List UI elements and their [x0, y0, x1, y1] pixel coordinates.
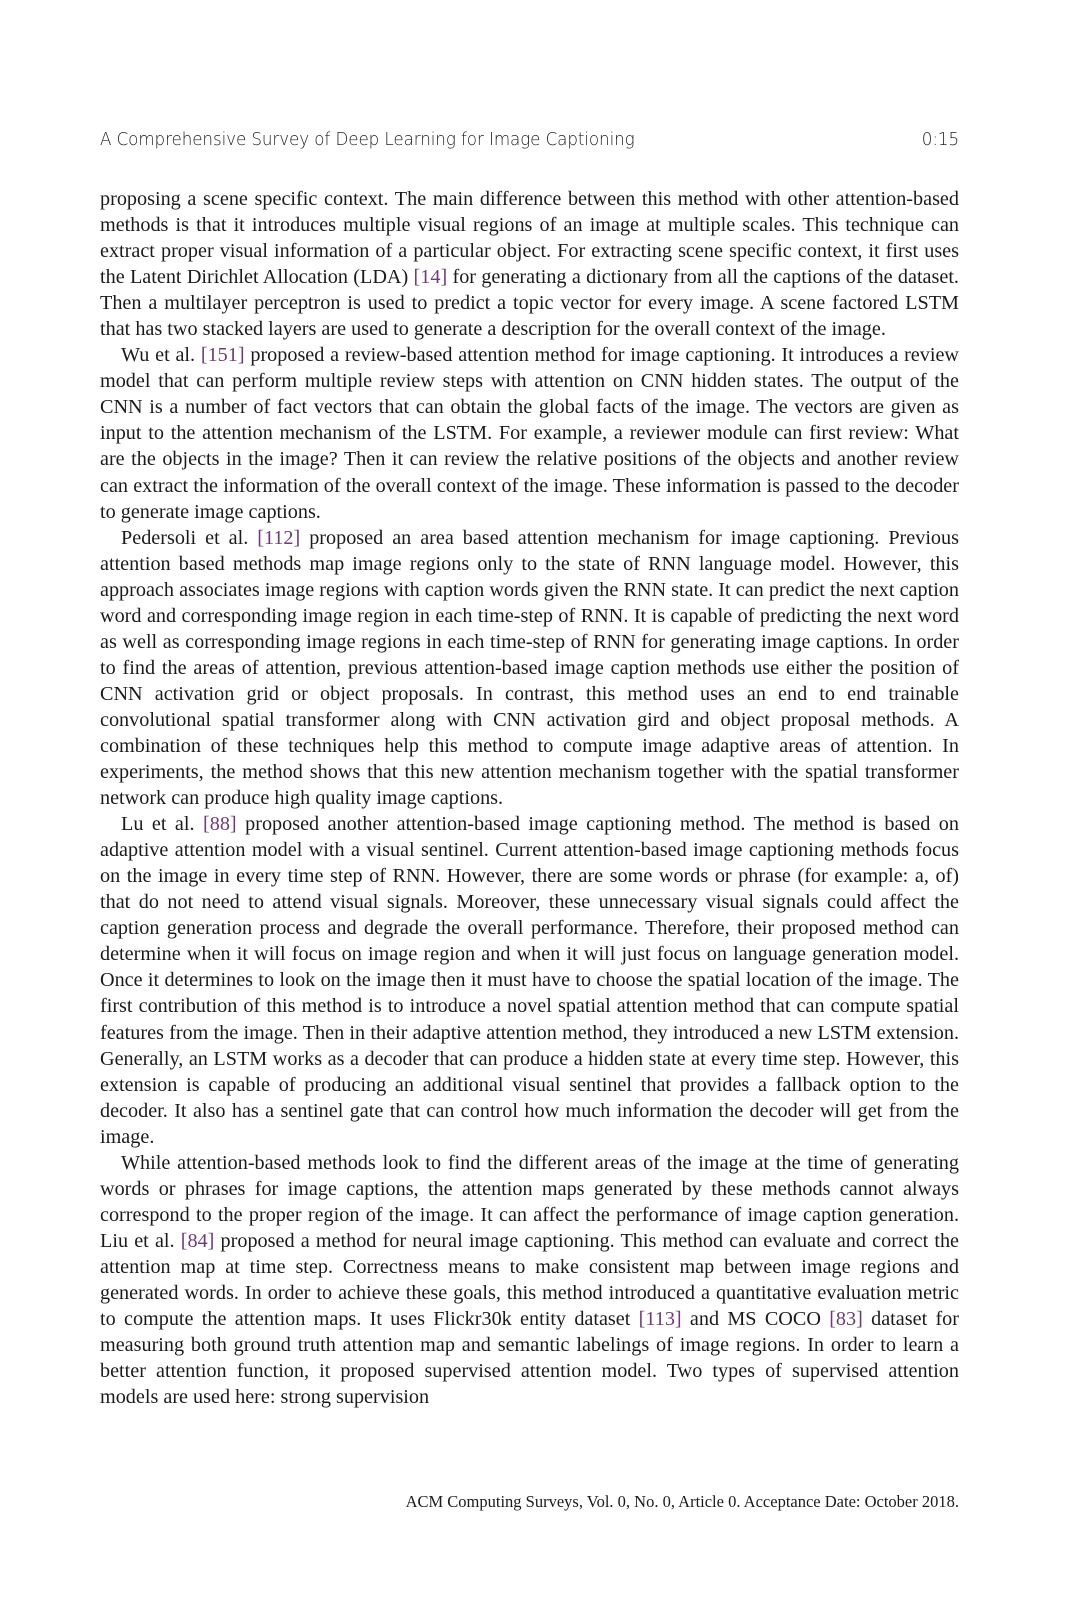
- body-text: [100, 186, 959, 1410]
- paragraph: [100, 525, 959, 812]
- paragraph-text: proposing a scene specific context. The main difference between this method with other attention-based methods is that it introduces multiple visual regions of an image at multiple scales. This technique can extract proper visual information of a particular object. For extracting scene specific context, it first uses the Latent Dirichlet Allocation (LDA): [100, 188, 959, 289]
- citation-link[interactable]: [14]: [413, 266, 448, 289]
- paragraph-text: proposed a review-based attention method for image captioning. It introduces a review model that can perform multiple review steps with attention on CNN hidden states. The output of the CNN is a number of fact vectors that can obtain the global facts of the image. The vectors are given as input to the attention mechanism of the LSTM. For example, a reviewer module can first review: What are the objects in the image? Then it can review the relative positions of the objects and another review can extract the information of the overall context of the image. These information is passed to the decoder to generate image captions.: [100, 344, 960, 523]
- citation-link[interactable]: [84]: [180, 1229, 215, 1252]
- citation-link[interactable]: [113]: [638, 1308, 682, 1331]
- running-head-title: A Comprehensive Survey of Deep Learning for Image Captioning: [100, 129, 635, 150]
- paragraph-text: Wu et al.: [121, 344, 201, 367]
- paragraph-text: proposed another attention-based image captioning method. The method is based on adaptive attention model with a visual sentinel. Current attention-based image captioning methods focus on the image in every time step of RNN. However, there are some words or phrase (for example: a, of) that do not need to attend visual signals. Moreover, these unnecessary visual signals could affect the caption generation process and degrade the overall performance. Therefore, their proposed method can determine when it will focus on image region and when it will just focus on language generation model. Once it determines to look on the image then it must have to choose the spatial location of the image. The first contribution of this method is to introduce a novel spatial attention method that can compute spatial features from the image. Then in their adaptive attention method, they introduced a new LSTM extension. Generally, an LSTM works as a decoder that can produce a hidden state at every time step. However, this extension is capable of producing an additional visual sentinel that provides a fallback option to the decoder. It also has a sentinel gate that can control how much information the decoder will get from the image.: [100, 813, 959, 1148]
- page-number: 0:15: [921, 129, 959, 150]
- paragraph-text: While attention-based methods look to find the different areas of the image at the time of generating words or phrases for image captions, the attention maps generated by these methods cannot always correspond to the proper region of the image. It can affect the performance of image caption generation. Liu et al.: [100, 1151, 959, 1252]
- paragraph-text: proposed a method for neural image captioning. This method can evaluate and correct the attention map at time step. Correctness means to make consistent map between image regions and generated words. In order to achieve these goals, this method introduced a quantitative evaluation metric to compute the attention maps. It uses Flickr30k entity dataset: [100, 1229, 960, 1331]
- citation-link[interactable]: [112]: [257, 526, 301, 549]
- paragraph: [100, 1150, 959, 1410]
- paragraph: [100, 342, 959, 524]
- citation-link[interactable]: [151]: [200, 344, 245, 367]
- citation-link[interactable]: [83]: [829, 1308, 863, 1331]
- paragraph: [100, 811, 959, 1150]
- paragraph-text: Pedersoli et al.: [121, 526, 258, 549]
- paragraph: [100, 186, 959, 342]
- journal-footer: ACM Computing Surveys, Vol. 0, No. 0, Article 0. Acceptance Date: October 2018.: [405, 1492, 959, 1511]
- paper-page: [100, 0, 959, 1600]
- paragraph-text: Lu et al.: [121, 813, 204, 836]
- citation-link[interactable]: [88]: [203, 813, 237, 836]
- paragraph-text: proposed an area based attention mechanism for image captioning. Previous attention based methods map image regions only to the state of RNN language model. However, this approach associates image regions with caption words given the RNN state. It can predict the next caption word and corresponding image region in each time-step of RNN. It is capable of predicting the next word as well as corresponding image regions in each time-step of RNN for generating image captions. In order to find the areas of attention, previous attention-based image caption methods use either the position of CNN activation grid or object proposals. In contrast, this method uses an end to end trainable convolutional spatial transformer along with CNN activation gird and object proposal methods. A combination of these techniques help this method to compute image adaptive areas of attention. In experiments, the method shows that this new attention mechanism together with the spatial transformer network can produce high quality image captions.: [100, 526, 959, 810]
- paragraph-text: and MS COCO: [681, 1308, 830, 1331]
- paragraph-text: for generating a dictionary from all the captions of the dataset. Then a multilayer perceptron is used to predict a topic vector for every image. A scene factored LSTM that has two stacked layers are used to generate a description for the overall context of the image.: [100, 266, 959, 341]
- paragraph-text: dataset for measuring both ground truth attention map and semantic labelings of image regions. In order to learn a better attention function, it proposed supervised attention model. Two types of supervised attention models are used here: strong supervision: [100, 1308, 960, 1409]
- running-head: [100, 129, 959, 155]
